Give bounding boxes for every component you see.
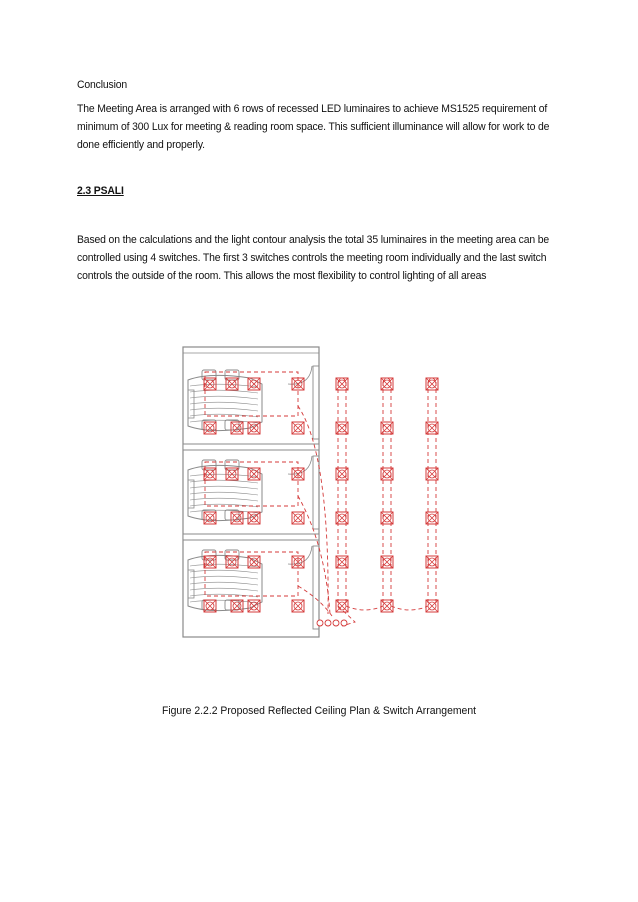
luminaire-icon xyxy=(231,422,243,434)
table-grain xyxy=(190,480,258,483)
table-grain xyxy=(190,576,258,579)
luminaire-icon xyxy=(231,600,243,612)
corridor-wall xyxy=(313,456,319,529)
luminaire-icon xyxy=(204,378,216,390)
table-grain xyxy=(190,582,258,585)
luminaire-icon xyxy=(248,468,260,480)
room-partition xyxy=(183,534,319,540)
table-grain xyxy=(190,492,258,495)
luminaire-icon xyxy=(292,378,304,390)
chair xyxy=(225,550,239,560)
corridor-circuit xyxy=(428,382,436,606)
table-grain xyxy=(190,486,258,489)
luminaire-icon xyxy=(426,512,438,524)
table-grain xyxy=(190,390,258,393)
meeting-table xyxy=(188,460,262,521)
corridor-wall xyxy=(313,366,319,439)
luminaire-icon xyxy=(204,600,216,612)
luminaire-icon xyxy=(204,512,216,524)
luminaire-icon xyxy=(248,422,260,434)
luminaire-icon xyxy=(381,600,393,612)
luminaire-icon xyxy=(336,378,348,390)
table-grain xyxy=(190,408,258,411)
luminaire-icon xyxy=(336,556,348,568)
table-grain xyxy=(190,396,258,399)
luminaire-icon xyxy=(336,422,348,434)
luminaire-icon xyxy=(381,512,393,524)
luminaire-icon xyxy=(226,468,238,480)
luminaire-icon xyxy=(248,556,260,568)
luminaire-icon xyxy=(381,556,393,568)
luminaire-icon xyxy=(226,378,238,390)
luminaire-icon xyxy=(292,512,304,524)
plan-furniture xyxy=(188,370,262,611)
conclusion-paragraph: The Meeting Area is arranged with 6 rows of recessed LED luminaires to achieve MS1525 requirement of minimum of 300 Lux for meeting & reading room space. This sufficient illuminance will allow for work to de done efficiently and properly. xyxy=(77,103,550,151)
reflected-ceiling-plan xyxy=(180,344,450,654)
luminaire-icon xyxy=(292,600,304,612)
luminaire-icon xyxy=(204,468,216,480)
luminaire-icon xyxy=(426,422,438,434)
table-grain xyxy=(190,570,258,573)
corridor-wall xyxy=(313,546,319,629)
switch-bank xyxy=(317,620,347,626)
luminaire-icon xyxy=(381,378,393,390)
luminaire-icon xyxy=(231,512,243,524)
conclusion-title: Conclusion xyxy=(77,79,128,91)
luminaire-icon xyxy=(248,600,260,612)
figure-caption: Figure 2.2.2 Proposed Reflected Ceiling Plan & Switch Arrangement xyxy=(161,705,477,717)
room-partition xyxy=(183,444,319,450)
luminaire-icon xyxy=(336,512,348,524)
luminaire-icon xyxy=(292,556,304,568)
corridor-circuit xyxy=(383,382,391,606)
corridor-circuit xyxy=(338,382,346,606)
luminaire-icon xyxy=(381,468,393,480)
luminaire-icon xyxy=(336,468,348,480)
table-grain xyxy=(190,402,258,405)
luminaire-icon xyxy=(204,422,216,434)
luminaire-icon xyxy=(426,378,438,390)
luminaire-icon xyxy=(248,512,260,524)
switch-icon xyxy=(317,620,323,626)
switch-icon xyxy=(341,620,347,626)
table-grain xyxy=(190,498,258,501)
luminaire-icon xyxy=(292,468,304,480)
luminaire-icon xyxy=(426,468,438,480)
luminaire-icon xyxy=(426,556,438,568)
luminaire-icon xyxy=(292,422,304,434)
meeting-table xyxy=(188,370,262,431)
table-grain xyxy=(190,588,258,591)
luminaire-icon xyxy=(226,556,238,568)
circuit-link xyxy=(346,606,428,610)
luminaire-icon xyxy=(426,600,438,612)
luminaire-icon xyxy=(336,600,348,612)
section-paragraph: Based on the calculations and the light contour analysis the total 35 luminaires in the meeting area can be controlled using 4 switches. The first 3 switches controls the meeting room individually and the last switch controls the outside of the room. This allows the most flexibility to control lighting of all areas xyxy=(77,234,550,282)
luminaire-icon xyxy=(204,556,216,568)
switch-leg xyxy=(298,406,332,616)
luminaire-icon xyxy=(248,378,260,390)
luminaire-icon xyxy=(381,422,393,434)
switch-icon xyxy=(333,620,339,626)
switch-icon xyxy=(325,620,331,626)
section-heading: 2.3 PSALI xyxy=(77,185,124,197)
